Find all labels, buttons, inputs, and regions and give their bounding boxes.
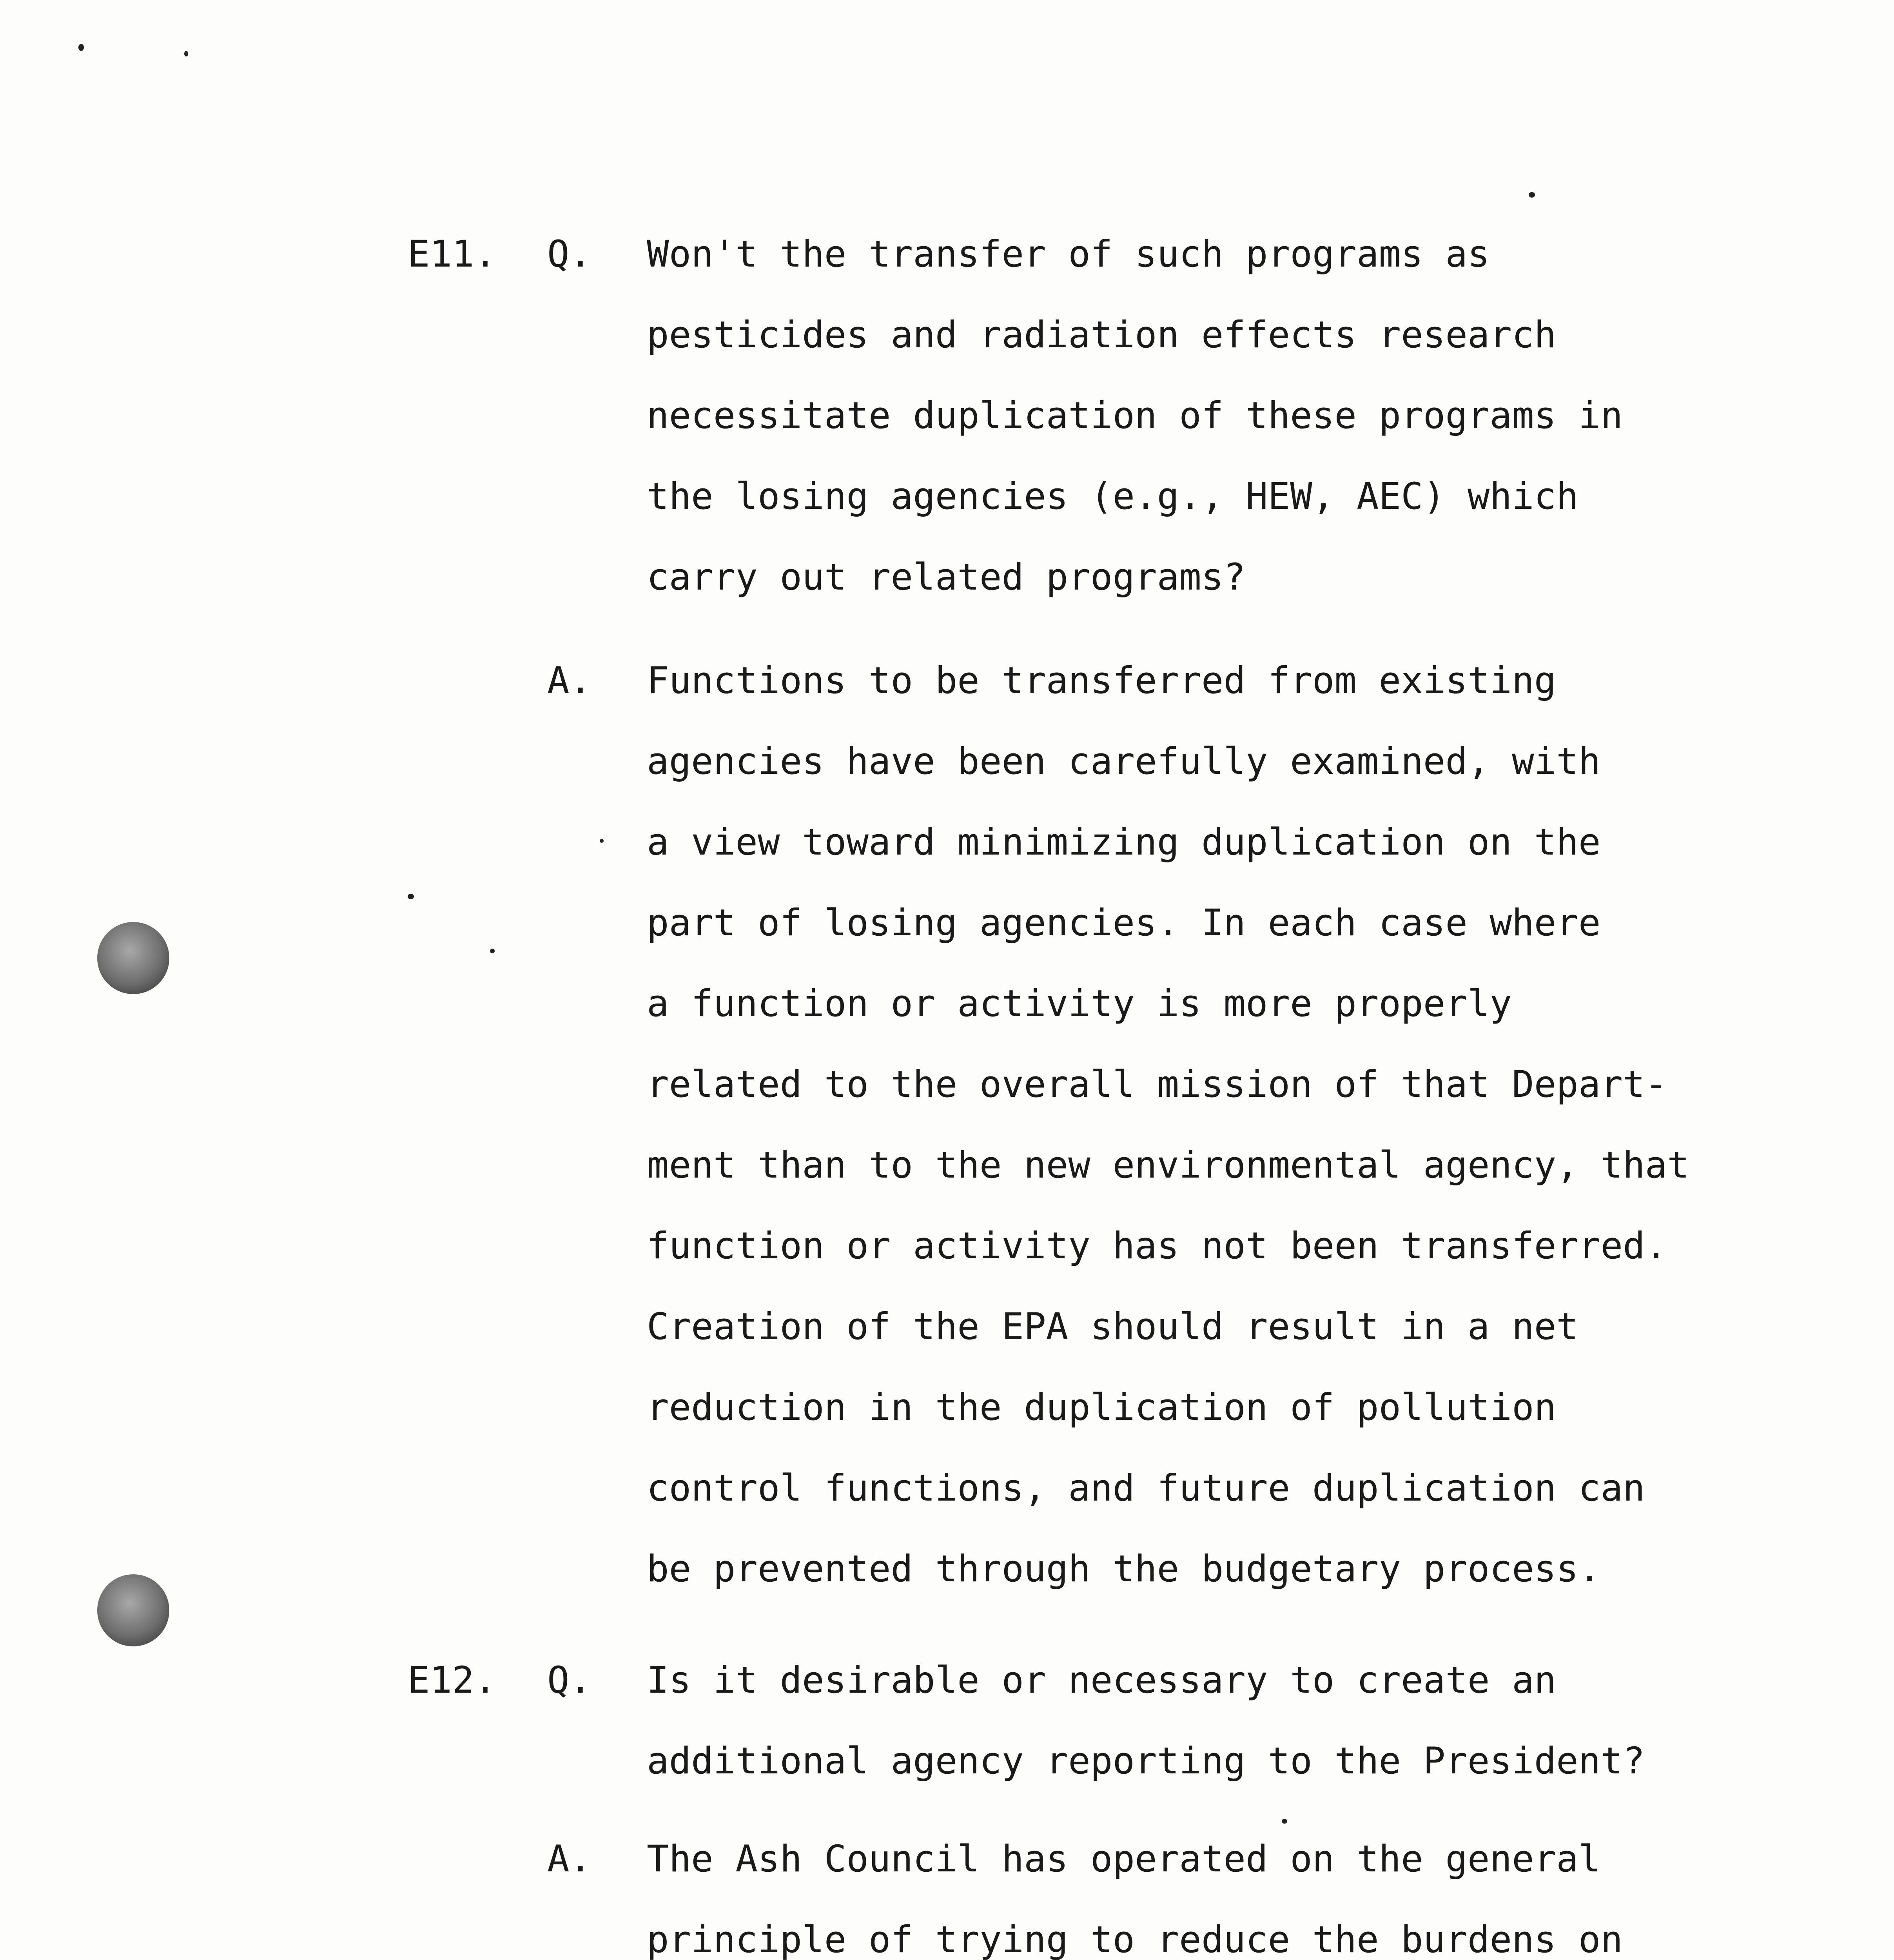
text-line: Creation of the EPA should result in a net xyxy=(647,1305,1578,1348)
answer-marker: A. xyxy=(547,659,592,702)
text-line: Is it desirable or necessary to create an xyxy=(647,1659,1557,1702)
text-line: the losing agencies (e.g., HEW, AEC) which xyxy=(647,475,1578,518)
scan-speck xyxy=(78,44,84,51)
item-number: E11. xyxy=(408,233,497,276)
text-line: be prevented through the budgetary process. xyxy=(647,1548,1601,1590)
item-number: E12. xyxy=(408,1659,497,1702)
question-marker: Q. xyxy=(547,233,592,276)
answer-marker: A. xyxy=(547,1838,592,1880)
text-line: carry out related programs? xyxy=(647,556,1246,599)
answer-text xyxy=(647,1819,1645,1960)
text-line: reduction in the duplication of pollution xyxy=(647,1386,1557,1429)
scan-speck xyxy=(1529,192,1535,198)
punch-hole-bottom xyxy=(97,1574,169,1646)
text-line: agencies have been carefully examined, with xyxy=(647,740,1601,783)
text-line: control functions, and future duplication can xyxy=(647,1467,1645,1510)
text-line: principle of trying to reduce the burdens on xyxy=(647,1918,1623,1960)
scan-speck xyxy=(408,894,414,899)
text-line: function or activity has not been transferred. xyxy=(647,1225,1667,1267)
text-line: part of losing agencies. In each case where xyxy=(647,902,1601,944)
text-line: The Ash Council has operated on the general xyxy=(647,1838,1601,1880)
question-text xyxy=(647,214,1623,618)
text-line: pesticides and radiation effects research xyxy=(647,314,1557,356)
text-line: ment than to the new environmental agency, that xyxy=(647,1144,1689,1187)
text-line: a view toward minimizing duplication on the xyxy=(647,821,1601,864)
scan-speck xyxy=(184,51,188,56)
punch-hole-top xyxy=(97,922,169,994)
text-line: Won't the transfer of such programs as xyxy=(647,233,1490,276)
text-line: additional agency reporting to the President? xyxy=(647,1740,1645,1782)
text-line: related to the overall mission of that Depart- xyxy=(647,1063,1667,1106)
question-text xyxy=(647,1640,1645,1802)
text-line: Functions to be transferred from existing xyxy=(647,659,1557,702)
answer-text xyxy=(647,641,1689,1610)
text-line: necessitate duplication of these programs in xyxy=(647,394,1623,437)
question-marker: Q. xyxy=(547,1659,592,1702)
text-line: a function or activity is more properly xyxy=(647,982,1512,1025)
scan-speck xyxy=(490,949,495,953)
scan-speck xyxy=(600,839,604,843)
